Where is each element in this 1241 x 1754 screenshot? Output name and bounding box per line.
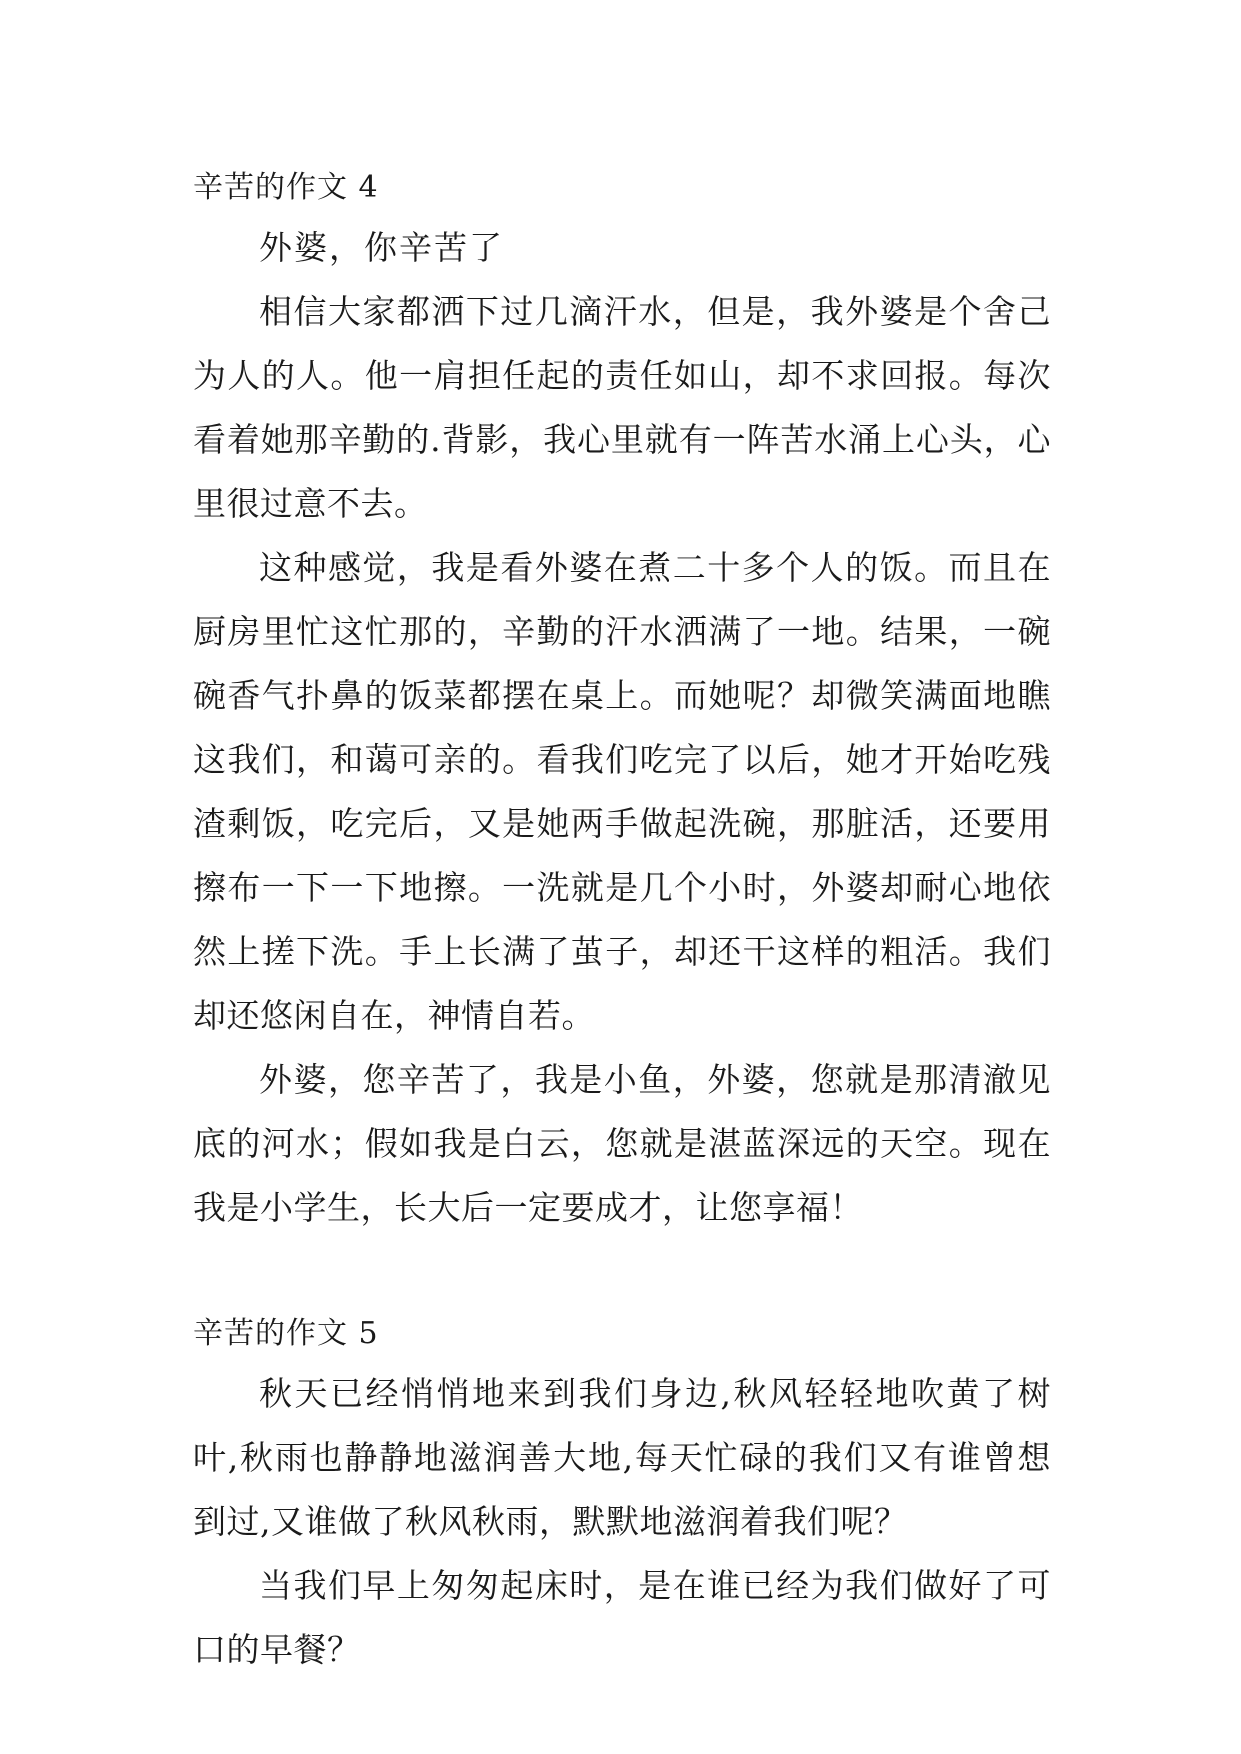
- essay-section-5: [193, 1306, 1051, 1682]
- section-gap: [193, 1240, 1051, 1306]
- paragraph: 当我们早上匆匆起床时，是在谁已经为我们做好了可口的早餐？: [193, 1566, 1051, 1669]
- document-page: [193, 160, 1051, 1682]
- section-title: 辛苦的作文 4: [193, 170, 379, 205]
- section-title: 辛苦的作文 5: [193, 1316, 379, 1351]
- paragraph: 相信大家都洒下过几滴汗水，但是，我外婆是个舍己为人的人。他一肩担任起的责任如山，却不求回报。每次看着她那辛勤的.背影，我心里就有一阵苦水涌上心头，心里很过意不去。: [193, 292, 1051, 523]
- paragraph: 外婆，您辛苦了，我是小鱼，外婆，您就是那清澈见底的河水；假如我是白云，您就是湛蓝深远的天空。现在我是小学生，长大后一定要成才，让您享福！: [193, 1060, 1051, 1227]
- paragraph: 这种感觉，我是看外婆在煮二十多个人的饭。而且在厨房里忙这忙那的，辛勤的汗水洒满了一地。结果，一碗碗香气扑鼻的饭菜都摆在桌上。而她呢？却微笑满面地瞧这我们，和蔼可亲的。看我们吃完了以后，她才开始吃残渣剩饭，吃完后，又是她两手做起洗碗，那脏活，还要用擦布一下一下地擦。一洗就是几个小时，外婆却耐心地依然上搓下洗。手上长满了茧子，却还干这样的粗活。我们却还悠闲自在，神情自若。: [193, 548, 1051, 1035]
- essay-subtitle: 外婆，你辛苦了: [259, 228, 504, 267]
- paragraph: 秋天已经悄悄地来到我们身边,秋风轻轻地吹黄了树叶,秋雨也静静地滋润善大地,每天忙碌的我们又有谁曾想到过,又谁做了秋风秋雨，默默地滋润着我们呢？: [193, 1374, 1051, 1541]
- essay-section-4: [193, 160, 1051, 1240]
